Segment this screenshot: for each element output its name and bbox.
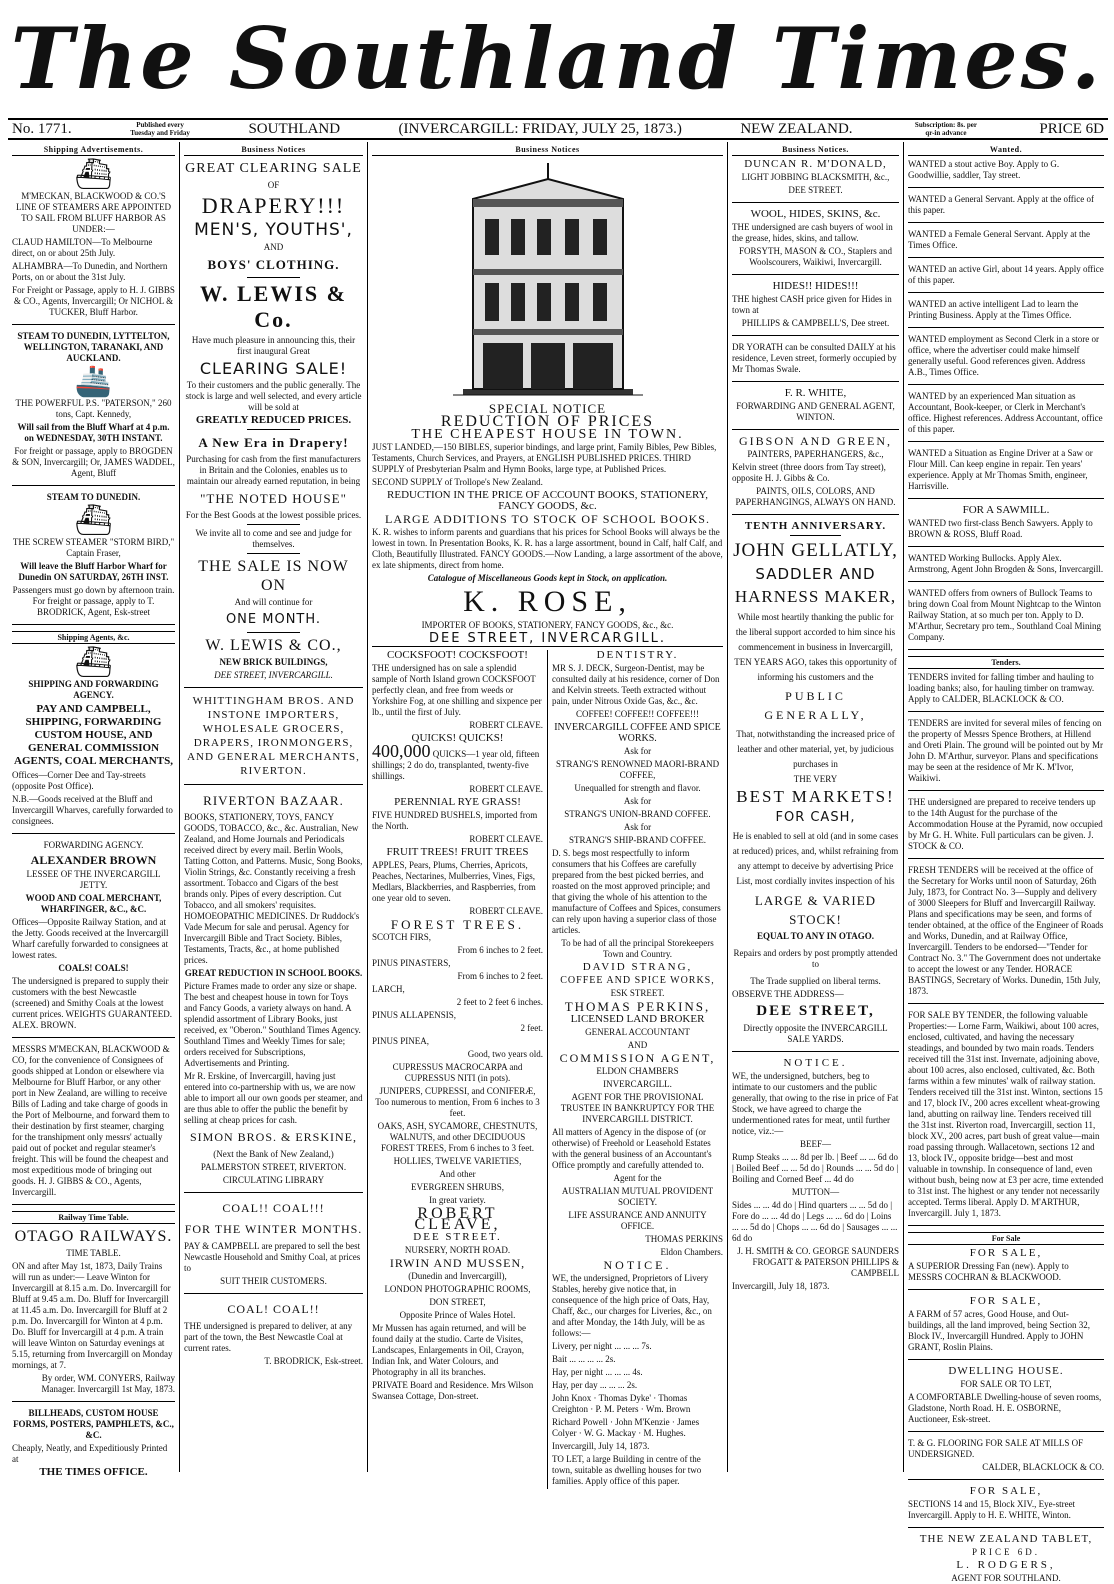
wanted-sawmill: FOR A SAWMILL. WANTED two first-class Bench Sawyers. Apply to BROWN & ROSS, Bluff Road. <box>908 505 1104 547</box>
column-gellatly <box>728 142 904 1472</box>
column-shipping <box>8 142 180 1478</box>
issue-number: No. 1771. <box>12 120 72 137</box>
wanted-w6: WANTED employment as Second Clerk in a store or office, where the advertiser could make himself generally useful. Good references given. Address A.B., Times Office. <box>908 334 1104 385</box>
subcolumn-cleave: COCKSFOOT! COCKSFOOT! THE undersigned has on sale a splendid sample of North Island grown COCKSFOOT perfectly clean, and free from weeds or Yorkshire Fog, at one shilling and sixpence per lb., until the first of July. ROBERT CLEAVE. QUICKS! QUICKS! 400,000 QUICKS—1 year old, fifteen shillings; 2 do do, transplanted, twenty-five shillings. ROBERT CLEAVE. PERENNIAL RYE GRASS! FIVE HUNDRED BUSHELS, imported from the North. ROBERT CLEAVE. FRUIT TREES! FRUIT TREES APPLES, Pears, Plums, Cherries, Apricots, Peaches, Nectarines, Mulberries, Vines, Figs, Medlars, Blackberries, and Raspberries, from one year old to seven. ROBERT CLEAVE. FOREST TREES. SCOTCH FIRS, From 6 inches to 2 feet. PINUS PINASTERS, From 6 inches to 2 feet. LARCH, 2 feet to 2 feet 6 inches. PINUS ALLAPENSIS, 2 feet. PINUS PINEA, Good, two years old. CUPRESSUS MACROCARPA and CUPRESSUS NITI (in pots). JUNIPERS, CUPRESSI, and CONIFERÆ, Too numerous to mention, From 6 inches to 3 feet. OAKS, ASH, SYCAMORE, CHESTNUTS, WALNUTS, and other DECIDUOUS FOREST TREES, From 6 inches to 3 feet. HOLLIES, TWELVE VARIETIES, And other EVERGREEN SHRUBS, In great variety. ROBERT CLEAVE, DEE STREET. NURSERY, NORTH ROAD. IRWIN AND MUSSEN, (Dunedin and Invercargill), LONDON PHOTOGRAPHIC ROOMS, DON STREET, Opposite Prince of Wales Hotel. Mr Mussen has again returned, and will be found daily at the studio. Carte de Visites, Landscapes, Enlargements in Oil, Crayon, Indian Ink, and Water Colours, and Photography in all its branches. PRIVATE Board and Residence. Mrs Wilson Swansea Cottage, Don-street. <box>372 650 548 1489</box>
issue-date: (INVERCARGILL: FRIDAY, JULY 25, 1873.) <box>398 120 682 137</box>
price: PRICE 6D <box>1039 120 1104 137</box>
advert-butchers-notice: NOTICE. WE, the undersigned, butchers, beg to intimate to our customers and the public generally, that owing to the rise in price of Fat Stock, we have agreed to charge the undermentioned rates for meat, until further notice, viz.:— BEEF— Rump Steaks ... ... 8d per lb. | Beef ... ... 6d do | Boiled Beef ... ... 5d do | Rounds ... ... 5d do | Boiling and Corned Beef ... 4d do MUTTON— Sides ... ... 4d do | Hind quarters ... ... 5d do | Fore do ... ... 4d do | Legs ... ... 6d do | Loins ... ... 5d do | Chops ... ... 6d do | Sausages ... ... 6d do J. H. SMITH & CO. GEORGE SAUNDERS FROGATT & PATERSON PHILLIPS & CAMPBELL Invercargill, July 18, 1873. <box>732 1057 899 1291</box>
wanted-w2: WANTED a General Servant. Apply at the office of this paper. <box>908 194 1104 223</box>
column-heading: Business Notices <box>372 144 723 156</box>
advert-paterson: STEAM TO DUNEDIN, LYTTELTON, WELLINGTON, TARANAKI, AND AUCKLAND. 🚢 THE POWERFUL P.S. "PATERSON," 260 tons, Capt. Kennedy, Will sail from the Bluff Wharf at 4 p.m. on WEDNESDAY, 30TH INSTANT. For freight or passage, apply to BROGDEN & SON, Invercargill; Or, JAMES WADDEL, Agent, Bluff <box>12 331 175 486</box>
advert-lewis: GREAT CLEARING SALE OF DRAPERY!!! MEN'S, YOUTHS', AND BOYS' CLOTHING. W. LEWIS & Co. Have much pleasure in announcing this, their first inaugural Great CLEARING SALE! To their customers and the public generally. The stock is large and well selected, and every article will be sold at GREATLY REDUCED PRICES. A New Era in Drapery! Purchasing for cash from the first manufacturers in Britain and the Colonies, enables us to maintain our already earned reputation, in being "THE NOTED HOUSE" For the Best Goods at the lowest possible prices. We invite all to come and see and judge for themselves. THE SALE IS NOW ON And will continue for ONE MONTH. W. LEWIS & CO., NEW BRICK BUILDINGS, DEE STREET, INVERCARGILL. <box>184 159 363 688</box>
advert-gibson-green: GIBSON AND GREEN, PAINTERS, PAPERHANGERS, &c., Kelvin street (three doors from Tay street), opposite H. J. Gibbs & Co. PAINTS, OILS, COLORS, AND PAPERHANGINGS, ALWAYS ON HAND. <box>732 436 899 515</box>
advert-whittingham: WHITTINGHAM BROS. AND INSTONE IMPORTERS, WHOLESALE GROCERS, DRAPERS, IRONMONGERS, AND GENERAL MERCHANTS, RIVERTON. <box>184 694 363 785</box>
advert-storm-bird: STEAM TO DUNEDIN. ⛴ THE SCREW STEAMER "STORM BIRD," Captain Fraser, Will leave the Bluff Harbor Wharf for Dunedin ON SATURDAY, 26TH INST. Passengers must go down by afternoon train. For freight or passage, apply to T. BRODRICK, Agent, Esk-street <box>12 492 175 625</box>
column-heading: Wanted. <box>908 144 1104 156</box>
sale-s5: FOR SALE, SECTIONS 14 and 15, Block XIV., Eye-street Invercargill. Apply to H. E. WHITE, Winton. <box>908 1486 1104 1528</box>
sale-s4: T. & G. FLOORING FOR SALE AT MILLS OF UNDERSIGNED. CALDER, BLACKLOCK & CO. <box>908 1438 1104 1480</box>
newspaper-title: The Southland Times. <box>10 9 1104 108</box>
wanted-w3: WANTED a Female General Servant. Apply at the Times Office. <box>908 229 1104 258</box>
advert-alexander-brown: FORWARDING AGENCY. ALEXANDER BROWN LESSEE OF THE INVERCARGILL JETTY. WOOD AND COAL MERCHANT, WHARFINGER, &C., &C. Offices—Opposite Railway Station, and at the Jetty. Goods received at the Invercargill Wharf carefully forwarded to consignees at lowest rates. COALS! COALS! The undersigned is prepared to supply their customers with the best Newcastle (screened) and Smithy Coals at the lowest current prices. WEIGHTS GUARANTEED. ALEX. BROWN. <box>12 840 175 1038</box>
advert-mmeckan-bills: MESSRS M'MECKAN, BLACKWOOD & CO, for the convenience of Consignees of goods shipped at London or elsewhere via Melbourne for Bluff Harbor, or any other port in New Zealand, are willing to receive Bills of Lading and take charge of goods in the Port of Melbourne, and forward them to their destination by first steamer, charging for the transhipment only messrs' actually paid out of pocket and regular steamer's freight. This will be found the cheapest and most expeditious mode of bringing out goods. H. J. GIBBS & CO., Agents, Invercargill. <box>12 1044 175 1205</box>
wanted-w5: WANTED an active intelligent Lad to learn the Printing Business. Apply at the Times Office. <box>908 299 1104 328</box>
subcolumn-dentistry: DENTISTRY. MR S. J. DECK, Surgeon-Dentist, may be consulted daily at his residence, corner of Don and Kelvin streets. Teeth extracted without pain, under Nitrous Oxide Gas, &c., &c. COFFEE! COFFEE!! COFFEE!!! INVERCARGILL COFFEE AND SPICE WORKS. Ask for STRANG'S RENOWNED MAORI-BRAND COFFEE, Unequalled for strength and flavor. Ask for STRANG'S UNION-BRAND COFFEE. Ask for STRANG'S SHIP-BRAND COFFEE. D. S. begs most respectfully to inform consumers that his Coffees are carefully prepared from the best picked berries, and roasted on the most approved principle; and that giving the whole of his attention to the manufacture of Coffees and Spices, consumers can rely upon having a superior class of those articles. To be had of all the principal Storekeepers Town and Country. DAVID STRANG, COFFEE AND SPICE WORKS, ESK STREET. THOMAS PERKINS, LICENSED LAND BROKER GENERAL ACCOUNTANT AND COMMISSION AGENT, ELDON CHAMBERS INVERCARGILL. AGENT FOR THE PROVISIONAL TRUSTEE IN BANKRUPTCY FOR THE INVERCARGILL DISTRICT. All matters of Agency in the dispose of (or otherwise) of Freehold or Leasehold Estates with the general business of an Accountant's Office promptly and carefully attended to. Agent for the AUSTRALIAN MUTUAL PROVIDENT SOCIETY. LIFE ASSURANCE AND ANNUITY OFFICE. THOMAS PERKINS Eldon Chambers. NOTICE. WE, the undersigned, Proprietors of Livery Stables, hereby give notice that, in consequence of the high price of Oats, Hay, Chaff, &c., our charges for Liveries, &c., on and after Monday, the 14th July, will be as follows:— Livery, per night ... ... ... 7s. Bait ... ... ... ... 2s. Hay, per night ... ... ... 4s. Hay, per day ... ... ... 2s. John Knox · Thomas Dyke' · Thomas Creighton · P. M. Peters · Wm. Brown Richard Powell · John M'Kenzie · James Colyer · W. G. Mackay · M. Hughes. Invercargill, July 14, 1873. TO LET, a large Building in centre of the town, suitable as dwelling houses for two families. Apply office of this paper. <box>552 649 723 1486</box>
steamship-icon: ⛴ <box>74 158 113 191</box>
divider <box>247 553 301 554</box>
reduction-heading: REDUCTION OF PRICES <box>440 413 655 430</box>
advert-hides: HIDES!! HIDES!!! THE highest CASH price given for Hides in town at PHILLIPS & CAMPBELL'S, Dee street. <box>732 281 899 336</box>
divider <box>247 524 301 525</box>
tender-t4: FRESH TENDERS will be received at the office of the Secretary for Works until noon of Saturday, 26th July, 1873, for Contract No. 3—Supply and delivery of 3000 Sleepers for Bluff and Invercargill Railway. Plans and specifications may be seen, and forms of tender obtained, at the office of the Engineer of Roads and Works, Dunedin, and at Railway Office, Invercargill. Tenders to be endorsed—"Tender for Contract No. 3." The Government does not undertake to accept the lowest or any Tender. HORACE BASTINGS, Secretary of Works. Dunedin, 15th July, 1873. <box>908 865 1104 1004</box>
advert-otago-railways: OTAGO RAILWAYS. TIME TABLE. ON and after May 1st, 1873, Daily Trains will run as under:— Leave Winton for Invercargill at 8.15 a.m. Do. Invercargill for Bluff at 9.45 a.m. Do. Bluff for Invercargill at 11.45 a.m. Do. Invercargill for Bluff at 2 p.m. Do. Invercargill for Winton at 4 p.m. Do. Bluff for Invercargill at 4 p.m. A train will leave Winton on Saturday evenings at 5.15, returning from Invercargill on Monday mornings, at 7. By order, WM. CONYERS, Railway Manager. Invercargill 1st May, 1873. <box>12 1227 175 1402</box>
advert-white: F. R. WHITE, FORWARDING AND GENERAL AGENT, WINTON. <box>732 388 899 430</box>
tender-t3: THE undersigned are prepared to receive tenders up to the 14th August for the purchase of the Accommodation House at the Pyramid, now occupied by Mr G. H. White. Full particulars can be given. J. STOCK & CO. <box>908 797 1104 859</box>
place: SOUTHLAND <box>248 120 341 137</box>
divider <box>790 535 840 536</box>
k-rose-name: K. ROSE, <box>463 585 632 618</box>
masthead <box>0 0 1114 118</box>
wanted-w8: WANTED a Situation as Engine Driver at a Saw or Flour Mill. Can keep engine in repair. Ten years' experience. Apply at Mr Thomas Smith, engineer, Harrisville. <box>908 448 1104 499</box>
advert-coal-pay-campbell: COAL!! COAL!!! FOR THE WINTER MONTHS. PAY & CAMPBELL are prepared to sell the best Newcastle Household and Smithy Coal, at prices to SUIT THEIR CUSTOMERS. <box>184 1199 363 1294</box>
subscription: Subscription: 8s. per qr-in advance <box>914 121 977 137</box>
building-engraving-icon <box>453 159 643 399</box>
country: NEW ZEALAND. <box>740 120 853 137</box>
wanted-w1: WANTED a stout active Boy. Apply to G. Goodwillie, saddler, Tay street. <box>908 159 1104 188</box>
paddle-steamer-icon: 🚢 <box>74 365 113 398</box>
advert-mdonald: DUNCAN R. M'DONALD, LIGHT JOBBING BLACKSMITH, &c., DEE STREET. <box>732 159 899 203</box>
advert-yorath: DR YORATH can be consulted DAILY at his residence, Leven street, formerly occupied by Mr Thomas Swale. <box>732 342 899 382</box>
sale-s3: DWELLING HOUSE. FOR SALE OR TO LET, A COMFORTABLE Dwelling-house of seven rooms, Gladstone, North Road. H. E. OSBORNE, Auctioneer, Esk-street. <box>908 1366 1104 1432</box>
advert-times-office: BILLHEADS, CUSTOM HOUSE FORMS, POSTERS, PAMPHLETS, &C., &C. Cheaply, Neatly, and Expeditiously Printed at THE TIMES OFFICE. <box>12 1408 174 1478</box>
column-heading: Business Notices. <box>732 144 899 156</box>
special-notice: SPECIAL NOTICE <box>488 401 607 416</box>
sale-s2: FOR SALE, A FARM of 57 acres, Good House, and Out-buildings, all the land improved, being Section 32, Block IV., Invercargill Hundred. Apply to JOHN GRANT, Roslin Plains. <box>908 1296 1104 1360</box>
column-wanted <box>904 142 1108 1583</box>
tender-t1: TENDERS invited for falling timber and hauling to loading banks; also, for hauling timber on tramway. Apply to CALDER, BLACKLOCK & CO. <box>908 672 1104 712</box>
divider <box>247 632 301 633</box>
section-heading: Shipping Agents, &c. <box>12 631 175 644</box>
section-heading: Railway Time Table. <box>12 1211 175 1224</box>
sale-tablet: THE NEW ZEALAND TABLET, PRICE 6D. L. RODGERS, AGENT FOR SOUTHLAND. <box>919 1533 1093 1583</box>
divider <box>247 429 301 430</box>
advert-coal-brodrick: COAL! COAL!! THE undersigned is prepared to deliver, at any part of the town, the Best Newcastle Coal at current rates. T. BRODRICK, Esk-street. <box>184 1302 363 1366</box>
advert-wool-hides: WOOL, HIDES, SKINS, &c. THE undersigned are cash buyers of wool in the grease, hides, skins, and tallow. FORSYTH, MASON & CO., Staplers and Woolscourers, Waikiwi, Invercargill. <box>732 209 899 275</box>
publication-days: Published every Tuesday and Friday <box>130 121 190 137</box>
advert-riverton-bazaar: RIVERTON BAZAAR. BOOKS, STATIONERY, TOYS, FANCY GOODS, TOBACCO, &c., &c. Australian, New Zealand, and Home Journals and Periodicals received direct by every mail. Berlin Wools, Tatting Cotton, and Patterns. Music, Song Books, Violin Strings, &c. Constantly receiving a fresh assortment. Tobacco and Cigars of the best brands only. Pipes of every description. Cut Tobacco, and all smokers' requisites. HOMOEOPATHIC MEDICINES. Dr Ruddock's Vade Mecum for sale and perusal. Agency for Invercargill Bible and Tract Society. Bibles, Testaments, Tracts, &c., at home published prices. GREAT REDUCTION IN SCHOOL BOOKS. Picture Frames made to order any size or shape. The best and cheapest house in town for Toys and Fancy Goods, a variety always on hand. A splendid assortment of Library Books, just received, ex "Oberon." Southland Times Agency. Southland Times and Weekly Times for sale; orders received for Subscriptions, Advertisements and Printing. Mr R. Erskine, of Invercargill, having just entered into co-partnership with us, we are now able to import all our own goods per steamer, and are thus able to offer the public the benefit by selling at cheap prices for cash. SIMON BROS. & ERSKINE, (Next the Bank of New Zealand,) PALMERSTON STREET, RIVERTON. CIRCULATING LIBRARY <box>184 791 363 1193</box>
column-drapery <box>180 142 368 1472</box>
section-heading: Tenders. <box>908 656 1104 669</box>
column-rose: Business Notices SPECIAL NOTICE REDUCTION OF PRICES THE CHEAPEST HOUSE IN TOWN. JUST LANDED,—150 BIBLES, superior bindings, and large print, Family Bibles, Pew Bibles, Testaments, Church Services, and Prayers, at ENGLISH PUBLISHED PRICES. THIRD SUPPLY of Presbyterian Psalm and Hymn Books, large type, at Published Prices. SECOND SUPPLY of Trollope's New Zealand. REDUCTION IN THE PRICE OF ACCOUNT BOOKS, STATIONERY, FANCY GOODS, &c. LARGE ADDITIONS TO STOCK OF SCHOOL BOOKS. K. R. wishes to inform parents and guardians that his prices for School Books will always be the lowest in town. In Presentation Books, K. R. has a large assortment, bound in Calf, half Calf, and Cloth, Beautifully Illustrated. FANCY GOODS.—Now Landing, a large assortment of the above, ex late shipments, direct from home. Catalogue of Miscellaneous Goods kept in Stock, on application. K. ROSE, IMPORTER OF BOOKS, STATIONERY, FANCY GOODS, &c., &c. DEE STREET, INVERCARGILL. COCKSFOOT! COCKSFOOT! THE undersigned has on sale a splendid sample of North Island grown COCKSFOOT perfectly clean, and free from weeds or Yorkshire Fog, at one shilling and sixpence per lb., until the first of July. ROBERT CLEAVE. QUICKS! QUICKS! 400,000 QUICKS—1 year old, fifteen shillings; 2 do do, transplanted, twenty-five shillings. ROBERT CLEAVE. PERENNIAL RYE GRASS! FIVE HUNDRED BUSHELS, imported from the North. ROBERT CLEAVE. FRUIT TREES! FRUIT TREES APPLES, Pears, Plums, Cherries, Apricots, Peaches, Nectarines, Mulberries, Vines, Figs, Medlars, Blackberries, and Raspberries, from one year old to seven. ROBERT CLEAVE. FOREST TREES. SCOTCH FIRS, From 6 inches to 2 feet. PINUS PINASTERS, From 6 inches to 2 feet. LARCH, 2 feet to 2 feet 6 inches. PINUS ALLAPENSIS, 2 feet. PINUS PINEA, Good, two years old. CUPRESSUS MACROCARPA and CUPRESSUS NITI (in pots). JUNIPERS, CUPRESSI, and CONIFERÆ, Too numerous to mention, From 6 inches to 3 feet. OAKS, ASH, SYCAMORE, CHESTNUTS, WALNUTS, and other DECIDUOUS FOREST TREES, From 6 inches to 3 feet. HOLLIES, TWELVE VARIETIES, And other EVERGREEN SHRUBS, In great variety. ROBERT CLEAVE, DEE STREET. NURSERY, NORTH ROAD. IRWIN AND MUSSEN, (Dunedin and Invercargill), LONDON PHOTOGRAPHIC ROOMS, DON STREET, Opposite Prince of Wales Hotel. Mr Mussen has again returned, and will be found daily at the studio. Carte de Visites, Landscapes, Enlargements in Oil, Crayon, Indian Ink, and Water Colours, and Photography in all its branches. PRIVATE Board and Residence. Mrs Wilson Swansea Cottage, Don-street. DENTISTRY. MR S. J. DECK, Surgeon-Dentist, may be consulted daily at his residence, corner of Don and Kelvin streets. Teeth extracted without pain, under Nitrous Oxide Gas, &c., &c. COFFEE! COFFEE!! COFFEE!!! INVERCARGILL COFFEE AND SPICE WORKS. Ask for STRANG'S RENOWNED MAORI-BRAND COFFEE, Unequalled for strength and flavor. Ask for STRANG'S UNION-BRAND COFFEE. Ask for STRANG'S SHIP-BRAND COFFEE. D. S. begs most respectfully to inform consumers that his Coffees are carefully prepared from the best picked berries, and roasted on the most approved principle; and that giving the whole of his attention to the manufacture of Coffees and Spices, consumers can rely upon having a superior class of those articles. To be had of all the principal Storekeepers Town and Country. DAVID STRANG, COFFEE AND SPICE WORKS, ESK STREET. THOMAS PERKINS, LICENSED LAND BROKER GENERAL ACCOUNTANT AND COMMISSION AGENT, ELDON CHAMBERS INVERCARGILL. AGENT FOR THE PROVISIONAL TRUSTEE IN BANKRUPTCY FOR THE INVERCARGILL DISTRICT. All matters of Agency in the dispose of (or otherwise) of Freehold or Leasehold Estates with the general business of an Accountant's Office promptly and carefully attended to. Agent for the AUSTRALIAN MUTUAL PROVIDENT SOCIETY. LIFE ASSURANCE AND ANNUITY OFFICE. THOMAS PERKINS Eldon Chambers. NOTICE. WE, the undersigned, Proprietors of Livery Stables, hereby give notice that, in consequence of the high price of Oats, Hay, Chaff, &c., our charges for Liveries, &c., on and after Monday, the 14th July, will be as follows:— Livery, per night ... ... ... 7s. Bait ... ... ... ... 2s. Hay, per night ... ... ... 4s. Hay, per day ... ... ... 2s. John Knox · Thomas Dyke' · Thomas Creighton · P. M. Peters · Wm. Brown Richard Powell · John M'Kenzie · James Colyer · W. G. Mackay · M. Hughes. Invercargill, July 14, 1873. TO LET, a large Building in centre of the town, suitable as dwelling houses for two families. Apply office of this paper. <box>368 142 728 1472</box>
sale-s1: FOR SALE, A SUPERIOR Dressing Fan (new). Apply to MESSRS COCHRAN & BLACKWOOD. <box>908 1248 1104 1290</box>
advert-gellatly: TENTH ANNIVERSARY. JOHN GELLATLY, SADDLER AND HARNESS MAKER, While most heartily thanking the public for the liberal support accorded to him since his commencement in business in Invercargill, TEN YEARS AGO, takes this opportunity of informing his customers and the PUBLIC GENERALLY, That, notwithstanding the increased price of leather and other material, yet, by judicious purchases in THE VERY BEST MARKETS! FOR CASH, He is enabled to sell at old (and in some cases at reduced) prices, and, whilst refraining from any attempt to deceive by advertising Price List, most cordially invites inspection of his LARGE & VARIED STOCK! EQUAL TO ANY IN OTAGO. Repairs and orders by post promptly attended to The Trade supplied on liberal terms. OBSERVE THE ADDRESS— DEE STREET, Directly opposite the INVERCARGILL SALE YARDS. <box>732 521 899 1052</box>
column-heading: Business Notices <box>184 144 363 156</box>
tender-t2: TENDERS are invited for several miles of fencing on the property of Messrs Spence Brothers, at Hillend and Oreti Plain. The ground will be pointed out by Mr John D. M'Arthur, surveyor. Plans and specifications may be seen at the residence of Mr K. M'Ivor, Waikiwi. <box>908 718 1104 791</box>
divider <box>247 277 301 278</box>
advert-pay-campbell: ⛴ SHIPPING AND FORWARDING AGENCY. PAY AND CAMPBELL, SHIPPING, FORWARDING CUSTOM HOUSE, AND GENERAL COMMISSION AGENTS, COAL MERCHANTS, Offices—Corner Dee and Tay-streets (opposite Post Office). N.B.—Goods received at the Bluff and Invercargill Wharves, carefully forwarded to consignees. <box>12 647 175 834</box>
wanted-w7: WANTED by an experienced Man situation as Accountant, Book-keeper, or Clerk in Merchant's office. Highest references. Address Accountant, office of this paper. <box>908 391 1104 442</box>
tender-t5: FOR SALE BY TENDER, the following valuable Properties:— Lorne Farm, Waikiwi, about 100 acres, enclosed, cultivated, and having the necessary steadings, and bounded by two main roads. Tenders received till the 31st inst. Invernate, adjoining above, about 100 acres, also enclosed, cultivated, &c. Both farms within a few minutes' walk of railway station. Tenders received till the 31st inst. Winton, sections 15 and 17, block IV., 200 acres excellent wheat-growing land, abutting on railway line. Tenders received till the 31st inst. Riverton road, Invercargill, section 11, block XV., 200 acres, part bush of great value—main road passing through. Wallacetown, sections 12 and 13, block IV., opposite bridge—best and most valuable in township. In consequence of land, even without bush, being now at £3 per acre, time extended to 31st inst. The highest or any tender not necessarily accepted. Terms liberal. Apply D. M'ARTHUR, Invercargill. July 1, 1873. <box>908 1010 1104 1226</box>
wanted-w10: WANTED Working Bullocks. Apply Alex. Armstrong, Agent John Brogden & Sons, Invercargill. <box>908 553 1104 582</box>
ship-icon: ⛴ <box>74 646 113 679</box>
column-heading: Shipping Advertisements. <box>12 144 175 156</box>
screw-steamer-icon: ⛴ <box>74 504 113 537</box>
advert-mmeckan: ⛴ M'MECKAN, BLACKWOOD & CO.'S LINE OF STEAMERS ARE APPOINTED TO SAIL FROM BLUFF HARBOR AS UNDER:— CLAUD HAMILTON—To Melbourne direct, on or about 25th July. ALHAMBRA—To Dunedin, and Northern Ports, on or about the 31st July. For Freight or Passage, apply to H. J. GIBBS & CO., Agents, Invercargill; Or NICHOL & TUCKER, Bluff Harbor. <box>12 159 175 325</box>
section-heading: For Sale <box>908 1232 1104 1245</box>
wanted-w11: WANTED offers from owners of Bullock Teams to bring down Coal from Mount Nightcap to the Winton Railway Station, at so much per ton. Apply to D. M'Arthur, Secretary pro tem., Southland Coal Mining Company. <box>908 588 1104 650</box>
wanted-w4: WANTED an active Girl, about 14 years. Apply office of this paper. <box>908 264 1104 293</box>
columns <box>8 142 1108 1583</box>
dateline <box>8 118 1108 140</box>
